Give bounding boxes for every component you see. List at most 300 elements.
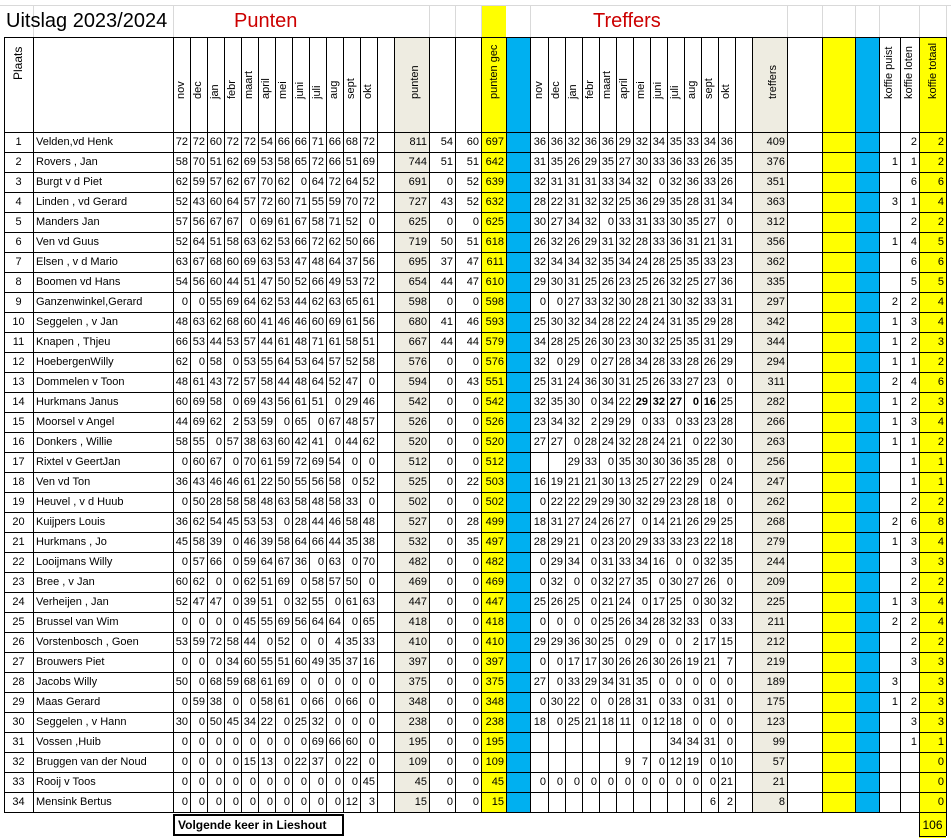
punten-month-cell[interactable]: 62 (260, 236, 273, 248)
punten-month-cell[interactable]: 50 (277, 276, 290, 288)
punten-month-cell[interactable]: 0 (215, 436, 222, 448)
punten-month-cell[interactable]: 52 (175, 196, 188, 208)
name-cell[interactable]: Donkers , Willie (36, 436, 113, 448)
punten-total-cell[interactable]: 695 (408, 256, 427, 268)
punten-total-cell[interactable]: 811 (409, 136, 427, 148)
strike1-cell[interactable]: 0 (446, 356, 453, 368)
name-cell[interactable]: Moorsel v Angel (36, 416, 115, 428)
treffers-month-cell[interactable]: 32 (584, 256, 597, 268)
plaats-cell[interactable]: 29 (12, 696, 25, 708)
punten-month-cell[interactable]: 69 (311, 736, 324, 748)
koffie-puist-cell[interactable] (879, 493, 900, 512)
punten-month-cell[interactable]: 0 (232, 736, 239, 748)
punten-month-cell[interactable]: 66 (277, 136, 290, 148)
treffers-month-cell[interactable]: 25 (618, 196, 631, 208)
treffers-month-cell[interactable]: 0 (539, 296, 546, 308)
treffers-month-cell[interactable]: 16 (652, 556, 665, 568)
treffers-month-cell[interactable]: 0 (726, 716, 733, 728)
treffers-month-cell[interactable]: 22 (567, 496, 580, 508)
punten-month-cell[interactable]: 47 (260, 276, 273, 288)
plaats-cell[interactable]: 28 (12, 676, 25, 688)
punten-total-cell[interactable]: 195 (408, 736, 427, 748)
punten-month-cell[interactable]: 44 (345, 436, 358, 448)
koffie-puist-cell[interactable] (879, 213, 900, 232)
treffers-month-cell[interactable]: 31 (720, 236, 733, 248)
treffers-month-cell[interactable]: 23 (618, 336, 631, 348)
punten-total-cell[interactable]: 410 (408, 636, 427, 648)
punten-total-cell[interactable]: 447 (408, 596, 427, 608)
punten-month-cell[interactable]: 53 (260, 156, 273, 168)
treffers-month-cell[interactable]: 28 (618, 696, 631, 708)
punten-month-cell[interactable]: 69 (328, 316, 341, 328)
punten-month-cell[interactable]: 0 (181, 456, 188, 468)
punten-month-cell[interactable]: 62 (192, 576, 205, 588)
treffers-month-cell[interactable]: 0 (692, 716, 699, 728)
treffers-month-cell[interactable]: 31 (601, 236, 614, 248)
punten-gec-cell[interactable]: 109 (485, 756, 504, 768)
treffers-month-cell[interactable]: 27 (618, 516, 631, 528)
punten-month-cell[interactable]: 42 (294, 436, 307, 448)
punten-month-cell[interactable]: 68 (345, 136, 358, 148)
punten-month-cell[interactable]: 61 (328, 336, 341, 348)
koffie-puist-cell[interactable] (879, 733, 900, 752)
treffers-month-cell[interactable]: 0 (726, 456, 733, 468)
punten-month-cell[interactable]: 37 (311, 756, 324, 768)
punten-month-cell[interactable]: 69 (243, 156, 256, 168)
punten-month-cell[interactable]: 0 (368, 216, 375, 228)
treffers-month-cell[interactable]: 35 (686, 456, 699, 468)
punten-month-cell[interactable]: 50 (345, 576, 358, 588)
punten-gec-cell[interactable]: 618 (485, 236, 504, 248)
treffers-month-cell[interactable]: 26 (618, 656, 631, 668)
punten-month-cell[interactable]: 0 (181, 296, 188, 308)
punten-month-cell[interactable]: 67 (277, 556, 290, 568)
koffie-loten-cell[interactable]: 6 (910, 256, 917, 268)
treffers-month-cell[interactable]: 28 (635, 436, 648, 448)
punten-month-cell[interactable]: 41 (311, 436, 324, 448)
punten-month-cell[interactable]: 64 (192, 236, 205, 248)
strike2-cell[interactable]: 0 (472, 436, 479, 448)
punten-month-cell[interactable]: 61 (192, 376, 205, 388)
punten-month-cell[interactable]: 61 (277, 336, 290, 348)
plaats-cell[interactable]: 14 (12, 396, 25, 408)
punten-month-cell[interactable]: 51 (345, 156, 358, 168)
punten-month-cell[interactable]: 61 (243, 476, 256, 488)
treffers-month-cell[interactable] (530, 753, 548, 772)
punten-month-cell[interactable]: 62 (192, 516, 205, 528)
koffie-totaal-cell[interactable]: 8 (937, 516, 944, 528)
punten-month-cell[interactable]: 38 (209, 696, 222, 708)
punten-gec-cell[interactable]: 499 (485, 516, 504, 528)
koffie-loten-cell[interactable]: 1 (910, 476, 917, 488)
treffers-month-cell[interactable]: 25 (601, 616, 614, 628)
treffers-month-cell[interactable]: 26 (567, 156, 580, 168)
punten-month-cell[interactable]: 46 (277, 316, 290, 328)
punten-month-cell[interactable]: 62 (209, 316, 222, 328)
koffie-puist-cell[interactable] (879, 253, 900, 272)
punten-month-cell[interactable]: 66 (345, 696, 358, 708)
punten-month-cell[interactable]: 50 (209, 716, 222, 728)
strike2-cell[interactable]: 0 (472, 496, 479, 508)
punten-month-cell[interactable]: 56 (362, 256, 375, 268)
plaats-cell[interactable]: 19 (12, 496, 25, 508)
treffers-month-cell[interactable]: 35 (618, 456, 631, 468)
punten-month-cell[interactable]: 28 (294, 516, 307, 528)
treffers-month-cell[interactable]: 32 (635, 496, 648, 508)
punten-month-cell[interactable]: 62 (209, 416, 222, 428)
punten-month-cell[interactable]: 68 (226, 316, 239, 328)
punten-month-cell[interactable]: 64 (311, 176, 324, 188)
punten-month-cell[interactable]: 70 (192, 156, 205, 168)
punten-month-cell[interactable]: 0 (334, 756, 341, 768)
treffers-month-cell[interactable]: 21 (703, 656, 716, 668)
treffers-month-cell[interactable]: 36 (567, 636, 580, 648)
punten-month-cell[interactable]: 69 (226, 296, 239, 308)
treffers-month-cell[interactable]: 23 (601, 536, 614, 548)
treffers-month-cell[interactable]: 32 (720, 596, 733, 608)
plaats-cell[interactable]: 33 (12, 776, 25, 788)
punten-month-cell[interactable]: 60 (175, 396, 188, 408)
punten-month-cell[interactable]: 45 (362, 776, 375, 788)
treffers-month-cell[interactable]: 31 (601, 556, 614, 568)
koffie-loten-cell[interactable]: 3 (910, 556, 917, 568)
punten-month-cell[interactable]: 58 (260, 696, 273, 708)
treffers-month-cell[interactable]: 9 (624, 756, 631, 768)
punten-month-cell[interactable]: 72 (260, 196, 273, 208)
punten-month-cell[interactable]: 62 (226, 156, 239, 168)
treffers-month-cell[interactable]: 29 (584, 236, 597, 248)
koffie-puist-cell[interactable]: 1 (891, 596, 898, 608)
treffers-month-cell[interactable]: 27 (618, 156, 631, 168)
punten-total-cell[interactable]: 520 (408, 436, 427, 448)
name-cell[interactable]: Looijmans Willy (36, 556, 113, 568)
punten-month-cell[interactable]: 60 (209, 136, 222, 148)
punten-month-cell[interactable]: 57 (243, 196, 256, 208)
treffers-month-cell[interactable]: 34 (618, 256, 631, 268)
koffie-puist-cell[interactable] (879, 273, 900, 292)
treffers-month-cell[interactable]: 33 (669, 696, 682, 708)
treffers-month-cell[interactable]: 27 (669, 396, 682, 408)
treffers-month-cell[interactable]: 18 (533, 716, 546, 728)
treffers-month-cell[interactable]: 0 (556, 356, 563, 368)
treffers-month-cell[interactable]: 23 (618, 276, 631, 288)
name-cell[interactable]: Ganzenwinkel,Gerard (36, 296, 143, 308)
punten-month-cell[interactable]: 70 (243, 456, 256, 468)
punten-month-cell[interactable]: 50 (175, 676, 188, 688)
koffie-puist-cell[interactable]: 1 (891, 396, 898, 408)
treffers-month-cell[interactable] (599, 753, 616, 772)
plaats-cell[interactable]: 24 (12, 596, 25, 608)
treffers-month-cell[interactable]: 29 (533, 276, 546, 288)
treffers-month-cell[interactable]: 25 (533, 376, 546, 388)
treffers-month-cell[interactable]: 30 (550, 276, 563, 288)
strike1-cell[interactable]: 0 (446, 416, 453, 428)
treffers-month-cell[interactable]: 21 (669, 436, 682, 448)
punten-month-cell[interactable]: 72 (362, 136, 375, 148)
punten-month-cell[interactable]: 69 (277, 616, 290, 628)
punten-month-cell[interactable]: 58 (175, 436, 188, 448)
treffers-month-cell[interactable]: 30 (601, 656, 614, 668)
plaats-cell[interactable]: 30 (12, 716, 25, 728)
treffers-month-cell[interactable]: 26 (584, 336, 597, 348)
treffers-month-cell[interactable]: 30 (669, 576, 682, 588)
punten-month-cell[interactable]: 55 (260, 656, 273, 668)
punten-month-cell[interactable]: 66 (328, 156, 341, 168)
treffers-total-cell[interactable]: 268 (766, 516, 785, 528)
strike1-cell[interactable]: 0 (446, 376, 453, 388)
treffers-month-cell[interactable]: 0 (726, 696, 733, 708)
punten-gec-cell[interactable]: 418 (485, 616, 504, 628)
punten-month-cell[interactable]: 57 (362, 416, 375, 428)
treffers-month-cell[interactable]: 27 (567, 296, 580, 308)
koffie-loten-cell[interactable]: 5 (910, 276, 917, 288)
punten-month-cell[interactable]: 44 (311, 516, 324, 528)
treffers-month-cell[interactable]: 0 (692, 596, 699, 608)
punten-month-cell[interactable]: 48 (311, 256, 324, 268)
name-cell[interactable]: Rixtel v GeertJan (36, 456, 121, 468)
treffers-month-cell[interactable]: 28 (618, 356, 631, 368)
punten-month-cell[interactable]: 69 (311, 456, 324, 468)
treffers-month-cell[interactable]: 33 (669, 536, 682, 548)
treffers-month-cell[interactable]: 23 (669, 496, 682, 508)
treffers-month-cell[interactable]: 29 (652, 496, 665, 508)
koffie-loten-cell[interactable] (900, 773, 919, 792)
treffers-month-cell[interactable]: 26 (703, 156, 716, 168)
punten-month-cell[interactable]: 52 (175, 236, 188, 248)
punten-month-cell[interactable]: 39 (260, 536, 273, 548)
treffers-month-cell[interactable]: 0 (590, 596, 597, 608)
koffie-loten-cell[interactable]: 1 (910, 356, 917, 368)
koffie-loten-cell[interactable] (900, 793, 919, 812)
treffers-month-cell[interactable]: 33 (669, 356, 682, 368)
treffers-month-cell[interactable]: 0 (658, 776, 665, 788)
treffers-month-cell[interactable]: 35 (686, 336, 699, 348)
treffers-month-cell[interactable]: 28 (635, 296, 648, 308)
treffers-month-cell[interactable]: 21 (669, 516, 682, 528)
treffers-month-cell[interactable]: 0 (658, 636, 665, 648)
treffers-month-cell[interactable]: 34 (601, 396, 614, 408)
plaats-cell[interactable]: 11 (12, 336, 25, 348)
punten-month-cell[interactable]: 64 (243, 296, 256, 308)
punten-month-cell[interactable]: 0 (181, 696, 188, 708)
treffers-month-cell[interactable] (616, 733, 633, 752)
punten-month-cell[interactable]: 69 (192, 416, 205, 428)
treffers-month-cell[interactable]: 18 (669, 716, 682, 728)
name-cell[interactable]: Velden,vd Henk (36, 136, 114, 148)
punten-month-cell[interactable]: 59 (192, 636, 205, 648)
name-cell[interactable]: Manders Jan (36, 216, 100, 228)
punten-month-cell[interactable]: 48 (175, 316, 188, 328)
punten-month-cell[interactable]: 37 (345, 256, 358, 268)
treffers-month-cell[interactable]: 0 (539, 556, 546, 568)
treffers-month-cell[interactable]: 0 (573, 576, 580, 588)
treffers-total-cell[interactable]: 57 (772, 756, 785, 768)
strike1-cell[interactable]: 0 (446, 696, 453, 708)
treffers-month-cell[interactable]: 33 (652, 216, 665, 228)
treffers-month-cell[interactable]: 0 (624, 636, 631, 648)
treffers-total-cell[interactable]: 263 (766, 436, 785, 448)
treffers-month-cell[interactable]: 32 (567, 416, 580, 428)
treffers-month-cell[interactable]: 0 (607, 216, 614, 228)
punten-month-cell[interactable]: 58 (209, 356, 222, 368)
punten-month-cell[interactable]: 0 (198, 776, 205, 788)
treffers-month-cell[interactable]: 22 (669, 476, 682, 488)
treffers-month-cell[interactable]: 22 (703, 436, 716, 448)
treffers-month-cell[interactable]: 33 (703, 176, 716, 188)
punten-month-cell[interactable]: 60 (226, 256, 239, 268)
koffie-totaal-cell[interactable]: 3 (937, 556, 944, 568)
treffers-month-cell[interactable]: 17 (584, 656, 597, 668)
punten-month-cell[interactable]: 71 (311, 336, 324, 348)
koffie-loten-cell[interactable]: 2 (910, 216, 917, 228)
treffers-month-cell[interactable]: 22 (550, 496, 563, 508)
punten-month-cell[interactable]: 69 (277, 576, 290, 588)
punten-gec-cell[interactable]: 469 (485, 576, 504, 588)
punten-gec-cell[interactable]: 632 (485, 196, 504, 208)
strike2-cell[interactable]: 47 (466, 256, 479, 268)
punten-month-cell[interactable]: 64 (311, 356, 324, 368)
punten-month-cell[interactable]: 63 (175, 256, 188, 268)
treffers-month-cell[interactable] (548, 733, 565, 752)
treffers-month-cell[interactable]: 35 (550, 396, 563, 408)
treffers-month-cell[interactable]: 19 (550, 476, 563, 488)
punten-month-cell[interactable]: 0 (266, 776, 273, 788)
punten-month-cell[interactable]: 59 (226, 676, 239, 688)
punten-month-cell[interactable]: 55 (192, 436, 205, 448)
treffers-month-cell[interactable]: 32 (584, 216, 597, 228)
koffie-totaal-cell[interactable]: 2 (937, 436, 944, 448)
punten-month-cell[interactable]: 0 (249, 776, 256, 788)
punten-month-cell[interactable]: 48 (345, 416, 358, 428)
plaats-cell[interactable]: 20 (12, 516, 25, 528)
treffers-month-cell[interactable]: 18 (703, 496, 716, 508)
punten-month-cell[interactable]: 57 (192, 556, 205, 568)
treffers-month-cell[interactable]: 32 (669, 276, 682, 288)
treffers-month-cell[interactable]: 0 (675, 636, 682, 648)
treffers-month-cell[interactable]: 25 (669, 596, 682, 608)
treffers-month-cell[interactable]: 35 (720, 156, 733, 168)
treffers-month-cell[interactable]: 35 (601, 156, 614, 168)
punten-gec-cell[interactable]: 497 (485, 536, 504, 548)
treffers-month-cell[interactable]: 0 (590, 396, 597, 408)
punten-month-cell[interactable]: 44 (277, 376, 290, 388)
punten-month-cell[interactable]: 0 (198, 756, 205, 768)
punten-month-cell[interactable]: 0 (283, 796, 290, 808)
punten-total-cell[interactable]: 526 (408, 416, 427, 428)
koffie-puist-cell[interactable] (879, 773, 900, 792)
treffers-month-cell[interactable]: 26 (635, 656, 648, 668)
treffers-month-cell[interactable]: 29 (533, 636, 546, 648)
punten-month-cell[interactable]: 61 (345, 316, 358, 328)
punten-month-cell[interactable]: 65 (294, 156, 307, 168)
punten-month-cell[interactable]: 0 (198, 796, 205, 808)
punten-month-cell[interactable]: 55 (260, 616, 273, 628)
strike1-cell[interactable]: 41 (440, 316, 453, 328)
treffers-month-cell[interactable]: 34 (618, 176, 631, 188)
punten-month-cell[interactable]: 0 (283, 736, 290, 748)
treffers-month-cell[interactable]: 21 (652, 296, 665, 308)
punten-month-cell[interactable]: 65 (362, 616, 375, 628)
punten-month-cell[interactable]: 0 (300, 796, 307, 808)
treffers-month-cell[interactable]: 29 (720, 336, 733, 348)
treffers-month-cell[interactable]: 34 (652, 136, 665, 148)
punten-month-cell[interactable]: 51 (209, 236, 222, 248)
treffers-month-cell[interactable]: 30 (652, 456, 665, 468)
punten-month-cell[interactable]: 59 (192, 696, 205, 708)
treffers-month-cell[interactable]: 32 (533, 176, 546, 188)
treffers-total-cell[interactable]: 211 (767, 616, 785, 628)
koffie-totaal-cell[interactable]: 3 (937, 696, 944, 708)
strike2-cell[interactable]: 51 (466, 156, 479, 168)
punten-month-cell[interactable]: 61 (362, 296, 375, 308)
treffers-month-cell[interactable]: 30 (601, 336, 614, 348)
punten-gec-cell[interactable]: 598 (485, 296, 504, 308)
treffers-month-cell[interactable]: 28 (652, 616, 665, 628)
treffers-month-cell[interactable]: 26 (686, 516, 699, 528)
punten-month-cell[interactable]: 56 (192, 216, 205, 228)
treffers-total-cell[interactable]: 123 (766, 716, 785, 728)
punten-month-cell[interactable]: 0 (317, 636, 324, 648)
punten-month-cell[interactable]: 62 (311, 296, 324, 308)
punten-month-cell[interactable]: 0 (317, 556, 324, 568)
punten-month-cell[interactable]: 58 (243, 496, 256, 508)
treffers-month-cell[interactable]: 29 (584, 156, 597, 168)
name-cell[interactable]: Maas Gerard (36, 696, 101, 708)
strike2-cell[interactable]: 0 (472, 736, 479, 748)
punten-month-cell[interactable]: 0 (283, 596, 290, 608)
punten-month-cell[interactable]: 43 (209, 376, 222, 388)
punten-month-cell[interactable]: 43 (260, 396, 273, 408)
name-cell[interactable]: Linden , vd Gerard (36, 196, 128, 208)
punten-month-cell[interactable]: 62 (243, 576, 256, 588)
strike1-cell[interactable]: 0 (446, 436, 453, 448)
punten-month-cell[interactable]: 59 (328, 196, 341, 208)
punten-month-cell[interactable]: 52 (294, 276, 307, 288)
treffers-month-cell[interactable]: 35 (686, 256, 699, 268)
treffers-month-cell[interactable]: 24 (601, 436, 614, 448)
punten-month-cell[interactable]: 0 (266, 796, 273, 808)
punten-month-cell[interactable]: 66 (362, 236, 375, 248)
punten-month-cell[interactable]: 63 (260, 436, 273, 448)
strike2-cell[interactable]: 0 (472, 696, 479, 708)
punten-month-cell[interactable]: 66 (328, 736, 341, 748)
treffers-month-cell[interactable]: 24 (618, 596, 631, 608)
koffie-puist-cell[interactable]: 3 (891, 196, 898, 208)
treffers-month-cell[interactable]: 29 (584, 676, 597, 688)
treffers-month-cell[interactable]: 32 (652, 336, 665, 348)
punten-gec-cell[interactable]: 625 (485, 216, 504, 228)
koffie-totaal-cell[interactable]: 4 (937, 536, 944, 548)
plaats-cell[interactable]: 3 (15, 176, 22, 188)
strike1-cell[interactable]: 51 (440, 156, 453, 168)
koffie-totaal-cell[interactable]: 4 (937, 296, 944, 308)
koffie-puist-cell[interactable] (879, 173, 900, 192)
punten-gec-cell[interactable]: 579 (485, 336, 504, 348)
treffers-total-cell[interactable]: 376 (766, 156, 785, 168)
treffers-month-cell[interactable]: 27 (703, 276, 716, 288)
koffie-puist-cell[interactable] (879, 753, 900, 772)
treffers-month-cell[interactable]: 35 (635, 576, 648, 588)
koffie-puist-cell[interactable] (879, 473, 900, 492)
punten-month-cell[interactable]: 59 (192, 176, 205, 188)
punten-month-cell[interactable]: 0 (351, 776, 358, 788)
punten-month-cell[interactable]: 0 (334, 676, 341, 688)
punten-month-cell[interactable]: 55 (260, 356, 273, 368)
punten-gec-cell[interactable]: 503 (485, 476, 504, 488)
punten-month-cell[interactable]: 35 (328, 656, 341, 668)
punten-month-cell[interactable]: 55 (311, 196, 324, 208)
koffie-totaal-cell[interactable]: 4 (937, 616, 944, 628)
